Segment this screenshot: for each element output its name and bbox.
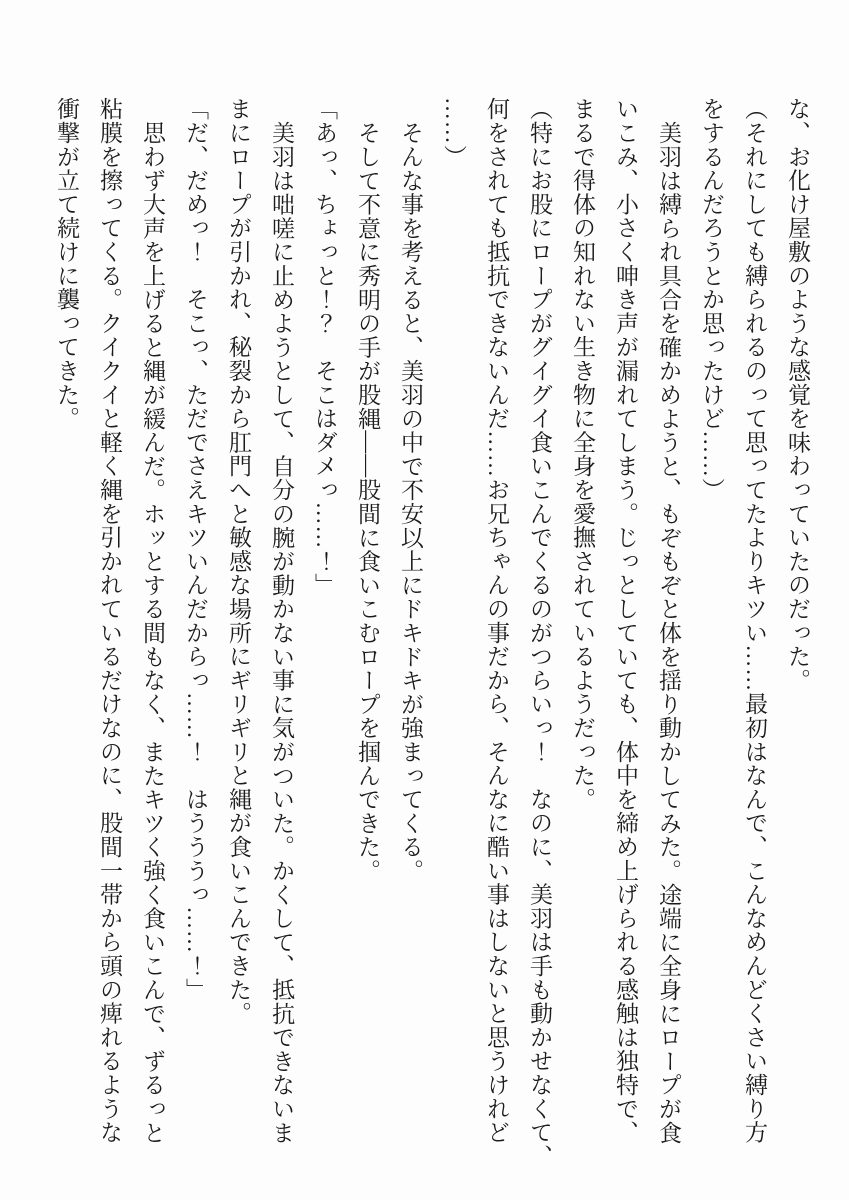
- text-column: まるで得体の知れない生き物に全身を愛撫されているようだった。: [570, 97, 595, 811]
- text-column: 美羽は咄嗟に止めようとして、自分の腕が動かない事に気がついた。かくして、抵抗できないま: [269, 121, 294, 1145]
- text-column: をするんだろうとか思ったけど……）: [699, 97, 724, 502]
- text-column: ……）: [441, 97, 466, 169]
- vertical-text-block: [45, 97, 819, 1168]
- text-column: な、お化け屋敷のような感覚を味わっていたのだった。: [785, 97, 810, 692]
- text-column: そんな事を考えると、美羽の中で不安以上にドキドキが強まってくる。: [398, 121, 423, 883]
- text-column: （それにしても縛られるのって思ってたよりキツい……最初はなんで、こんなめんどくさい縛り方: [742, 97, 767, 1145]
- text-column: 粘膜を擦ってくる。クイクイと軽く縄を引かれているだけなのに、股間一帯から頭の痺れるような: [97, 97, 122, 1145]
- text-column: 「あっ、ちょっと！？ そこはダメっ……！」: [312, 97, 337, 597]
- text-column: 美羽は縛られ具合を確かめようと、もぞもぞと体を揺り動かしてみた。途端に全身にロープが食: [656, 121, 681, 1145]
- text-column: 衝撃が立て続けに襲ってきた。: [54, 97, 79, 431]
- text-column: 何をされても抵抗できないんだ……お兄ちゃんの事だから、そんなに酷い事はしないと思うけれど: [484, 97, 509, 1145]
- text-column: いこみ、小さく呻き声が漏れてしまう。じっとしていても、体中を締め上げられる感触は独特で、: [613, 97, 638, 1145]
- text-column: （特にお股にロープがグイグイ食いこんでくるのがつらいっ！ なのに、美羽は手も動かせなくて、: [527, 97, 552, 1168]
- text-column: まにロープが引かれ、秘裂から肛門へと敏感な場所にギリギリと縄が食いこんできた。: [226, 97, 251, 1026]
- text-column: 「だ、だめっ！ そこっ、ただでさえキツいんだからっ……！ はうううっ……！」: [183, 97, 208, 1002]
- text-column: そして不意に秀明の手が股縄――股間に食いこむロープを掴んできた。: [355, 121, 380, 883]
- text-column: 思わず大声を上げると縄が緩んだ。ホッとする間もなく、またキツく強く食いこんで、ずるっと: [140, 121, 165, 1145]
